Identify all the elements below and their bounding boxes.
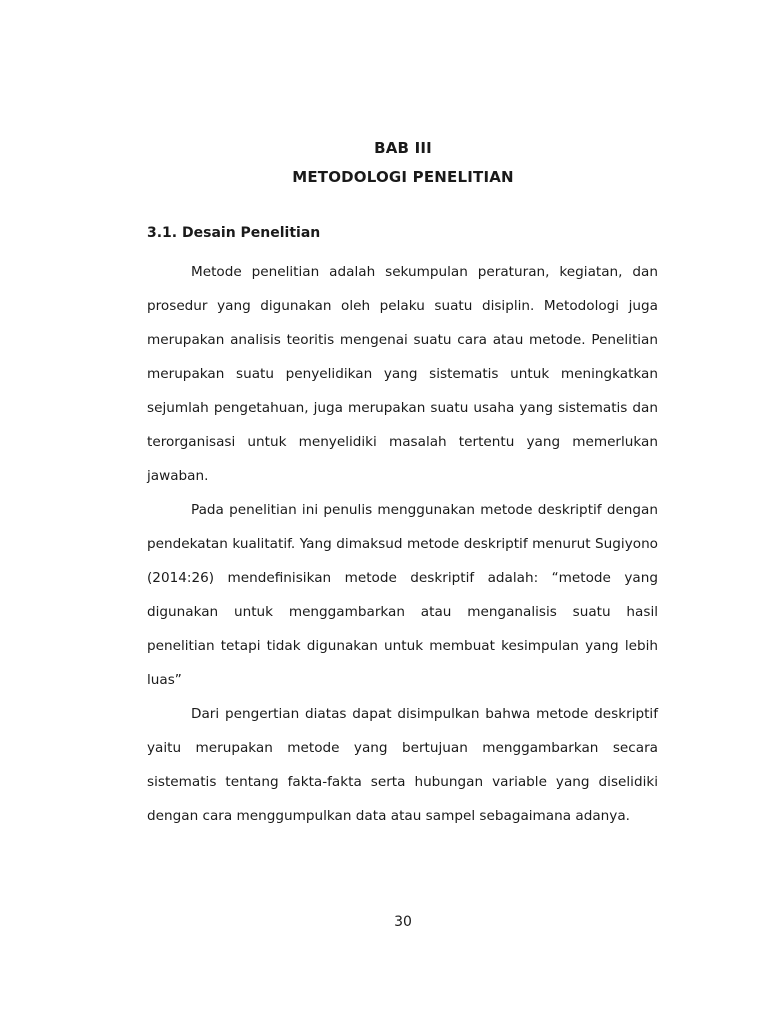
page-number: 30	[394, 914, 412, 930]
body-text	[147, 255, 658, 833]
chapter-title: METODOLOGI PENELITIAN	[292, 168, 514, 186]
section-heading: 3.1. Desain Penelitian	[147, 225, 321, 241]
paragraph: Metode penelitian adalah sekumpulan peraturan, kegiatan, dan prosedur yang digunakan oleh pelaku suatu disiplin. Metodologi juga merupakan analisis teoritis mengenai suatu cara atau metode. Penelitian merupakan suatu penyelidikan yang sistematis untuk meningkatkan sejumlah pengetahuan, juga merupakan suatu usaha yang sistematis dan terorganisasi untuk menyelidiki masalah tertentu yang memerlukan jawaban.	[147, 264, 658, 484]
chapter-label: BAB III	[374, 139, 432, 157]
paragraph: Dari pengertian diatas dapat disimpulkan bahwa metode deskriptif yaitu merupakan metode yang bertujuan menggambarkan secara sistematis tentang fakta-fakta serta hubungan variable yang diselidiki dengan cara menggumpulkan data atau sampel sebagaimana adanya.	[147, 706, 658, 824]
paragraph: Pada penelitian ini penulis menggunakan metode deskriptif dengan pendekatan kualitatif. Yang dimaksud metode deskriptif menurut Sugiyono (2014:26) mendefinisikan metode deskriptif adalah: “metode yang digunakan untuk menggambarkan atau menganalisis suatu hasil penelitian tetapi tidak digunakan untuk membuat kesimpulan yang lebih luas”	[147, 502, 658, 688]
